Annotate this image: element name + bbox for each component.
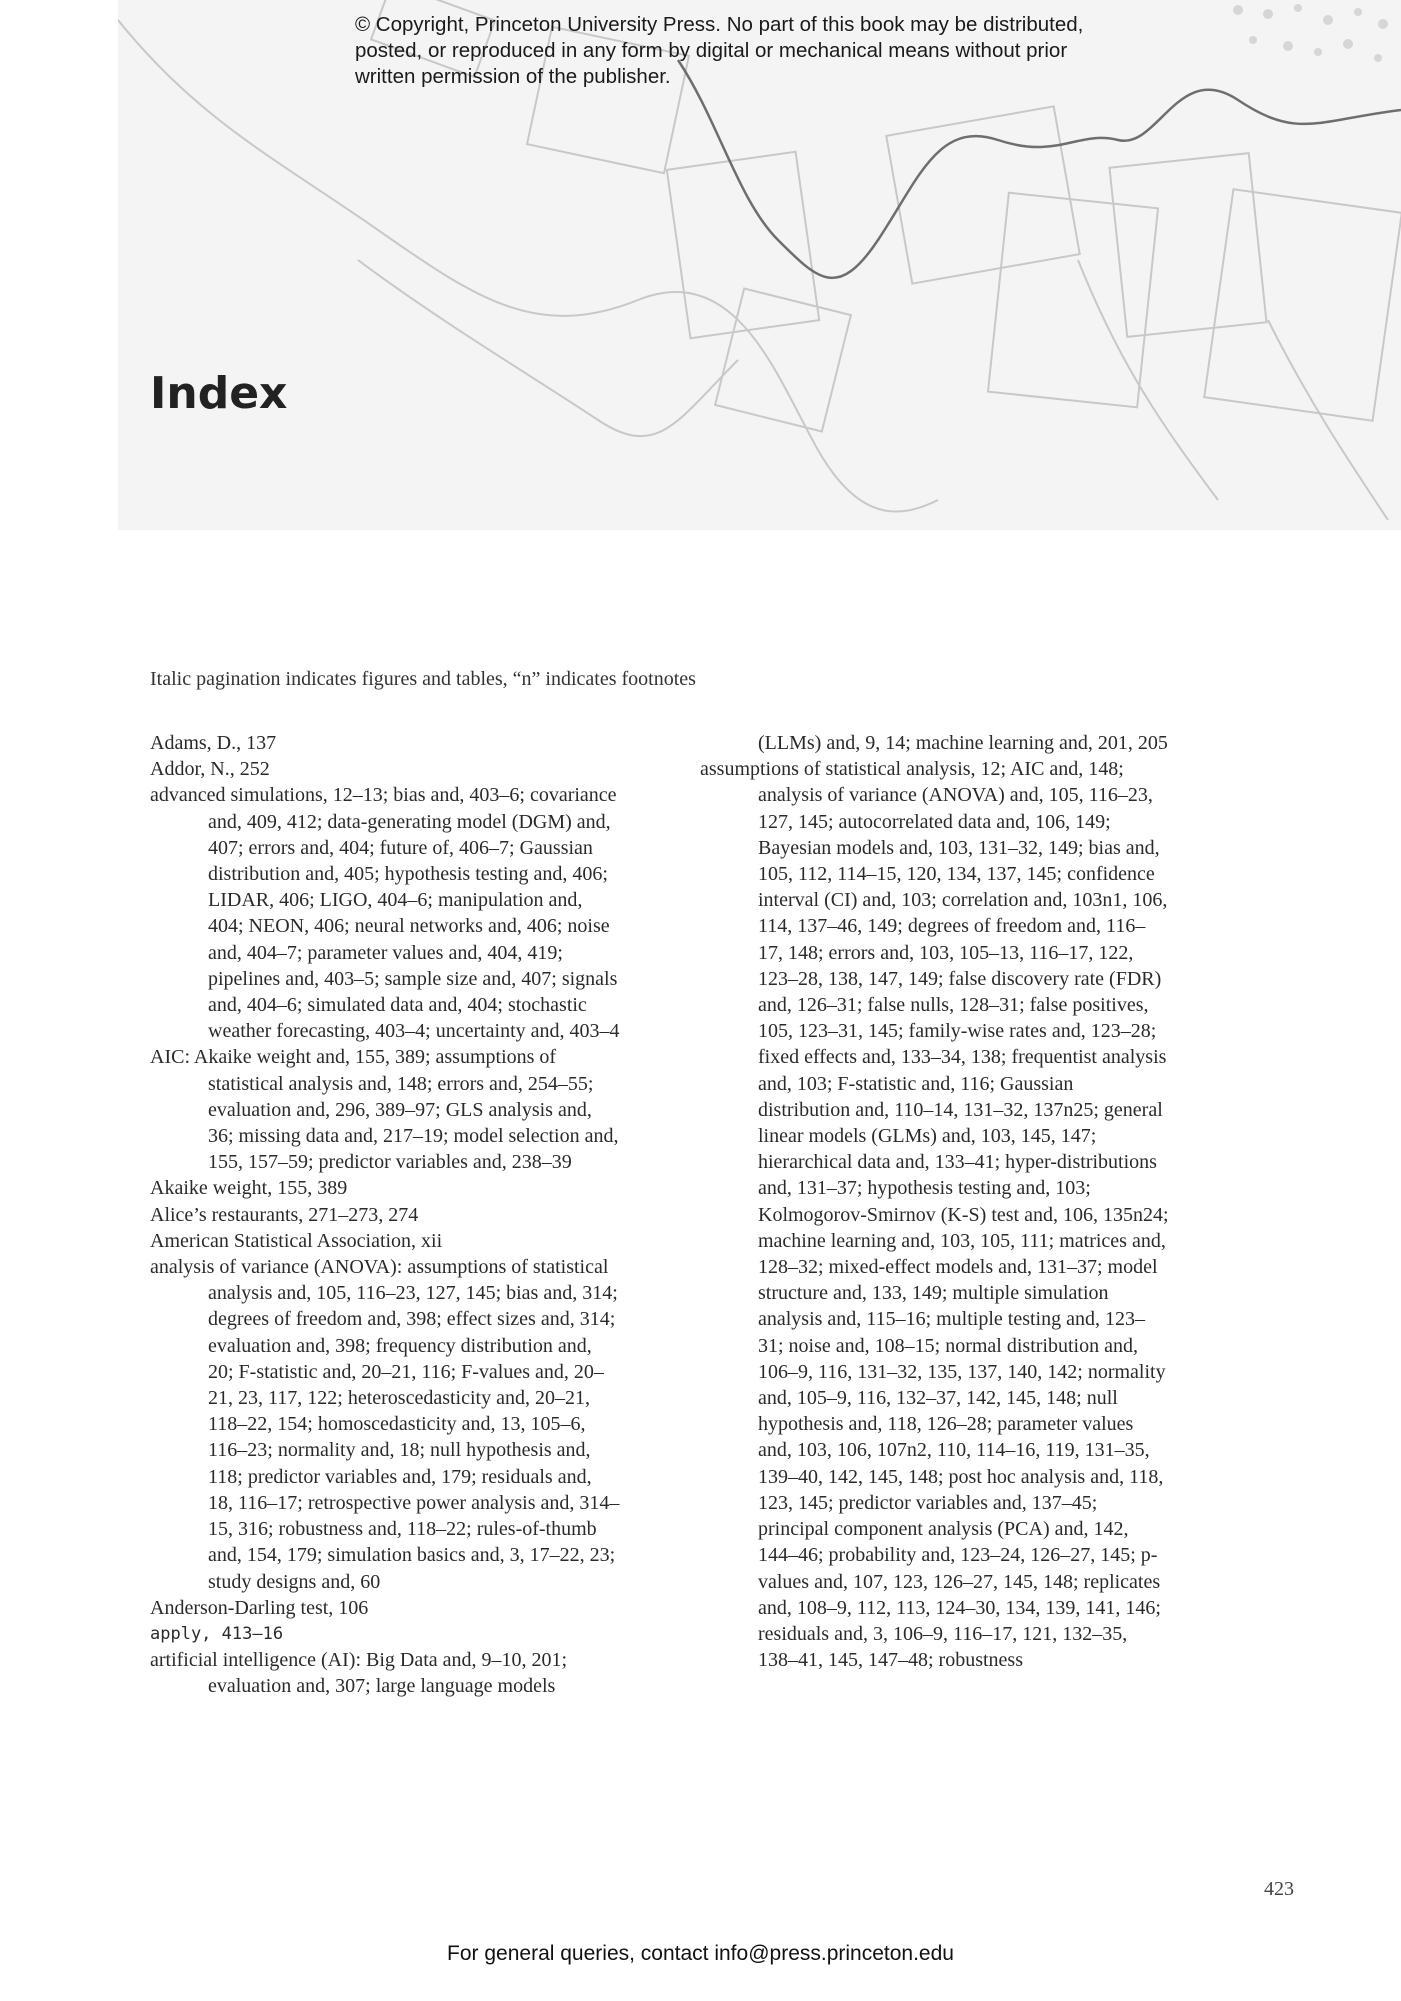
footer-contact: For general queries, contact info@press.princeton.edu bbox=[447, 1942, 954, 1965]
page-number: 423 bbox=[1264, 1878, 1294, 1900]
index-entry: Anderson-Darling test, 106 bbox=[150, 1596, 369, 1619]
index-entry: assumptions of statistical analysis, 12; AIC and, 148; analysis of variance (ANOVA) and, 105, 116–23, 127, 145; autocorrelated data and, 106, 149; Bayesian models and, 103, 131–32, 149; bias and, 105, 112, 114–15, 120, 134, 137, 145; confidence interval (CI) and, 103; correlation and, 103n1, 106, 114, 137–46, 149; degrees of freedom and, 116–17, 148; errors and, 103, 105–13, 116–17, 122, 123–28, 138, 147, 149; false discovery rate (FDR) and, 126–31; false nulls, 128–31; false positives, 105, 123–31, 145; family-wise rates and, 123–28; fixed effects and, 133–34, 138; frequentist analysis and, 103; F-statistic and, 116; Gaussian distribution and, 110–14, 131–32, 137n25; general linear models (GLMs) and, 103, 145, 147; hierarchical data and, 133–41; hyper-distributions and, 131–37; hypothesis testing and, 103; Kolmogorov-Smirnov (K-S) test and, 106, 135n24; machine learning and, 103, 105, 111; matrices and, 128–32; mixed-effect models and, 131–37; model structure and, 133, 149; multiple simulation analysis and, 115–16; multiple testing and, 123–31; noise and, 108–15; normal distribution and, 106–9, 116, 131–32, 135, 137, 140, 142; normality and, 105–9, 116, 132–37, 142, 145, 148; null hypothesis and, 118, 126–28; parameter values and, 103, 106, 107n2, 110, 114–16, 119, 131–35, 139–40, 142, 145, 148; post hoc analysis and, 118, 123, 145; predictor variables and, 137–45; principal component analysis (PCA) and, 142, 144–46; probability and, 123–24, 126–27, 145; p-values and, 107, 123, 126–27, 145, 148; replicates and, 108–9, 112, 113, 124–30, 134, 139, 141, 146; residuals and, 3, 106–9, 116–17, 121, 132–35, 138–41, 145, 147–48; robustness bbox=[700, 758, 1169, 1672]
index-entry: Addor, N., 252 bbox=[150, 758, 270, 781]
copyright-notice: © Copyright, Princeton University Press. No part of this book may be distributed, posted, or reproduced in any form by digital or mechanical means without prior written permission of the publisher. bbox=[355, 13, 1084, 88]
index-entry: AIC: Akaike weight and, 155, 389; assumptions of statistical analysis and, 148; errors and, 254–55; evaluation and, 296, 389–97; GLS analysis and, 36; missing data and, 217–19; model selection and, 155, 157–59; predictor variables and, 238–39 bbox=[150, 1046, 619, 1174]
index-entry-code: apply, 413–16 bbox=[150, 1623, 284, 1644]
index-entry: American Statistical Association, xii bbox=[150, 1229, 443, 1252]
index-entry-continued: (LLMs) and, 9, 14; machine learning and, 201, 205 bbox=[758, 732, 1168, 754]
index-entry: Adams, D., 137 bbox=[150, 732, 277, 754]
index-entry: artificial intelligence (AI): Big Data and, 9–10, 201; evaluation and, 307; large language models bbox=[150, 1649, 568, 1698]
index-entry: advanced simulations, 12–13; bias and, 403–6; covariance and, 409, 412; data-generating model (DGM) and, 407; errors and, 404; future of, 406–7; Gaussian distribution and, 405; hypothesis testing and, 406; LIDAR, 406; LIGO, 404–6; manipulation and, 404; NEON, 406; neural networks and, 406; noise and, 404–7; parameter values and, 404, 419; pipelines and, 403–5; sample size and, 407; signals and, 404–6; simulated data and, 404; stochastic weather forecasting, 403–4; uncertainty and, 403–4 bbox=[150, 784, 620, 1043]
index-note: Italic pagination indicates figures and tables, “n” indicates footnotes bbox=[150, 668, 696, 690]
index-entry: Akaike weight, 155, 389 bbox=[150, 1177, 348, 1200]
index-column-left bbox=[150, 730, 620, 1700]
index-column-right bbox=[700, 730, 1170, 1673]
page-title: Index bbox=[150, 368, 288, 419]
index-entry: analysis of variance (ANOVA): assumptions of statistical analysis and, 105, 116–23, 127, 145; bias and, 314; degrees of freedom and, 398; effect sizes and, 314; evaluation and, 398; frequency distribution and, 20; F-statistic and, 20–21, 116; F-values and, 20–21, 23, 117, 122; heteroscedasticity and, 20–21, 118–22, 154; homoscedasticity and, 13, 105–6, 116–23; normality and, 18; null hypothesis and, 118; predictor variables and, 179; residuals and, 18, 116–17; retrospective power analysis and, 314–15, 316; robustness and, 118–22; rules-of-thumb and, 154, 179; simulation basics and, 3, 17–22, 23; study designs and, 60 bbox=[150, 1256, 620, 1593]
index-entry: Alice’s restaurants, 271–273, 274 bbox=[150, 1203, 419, 1226]
